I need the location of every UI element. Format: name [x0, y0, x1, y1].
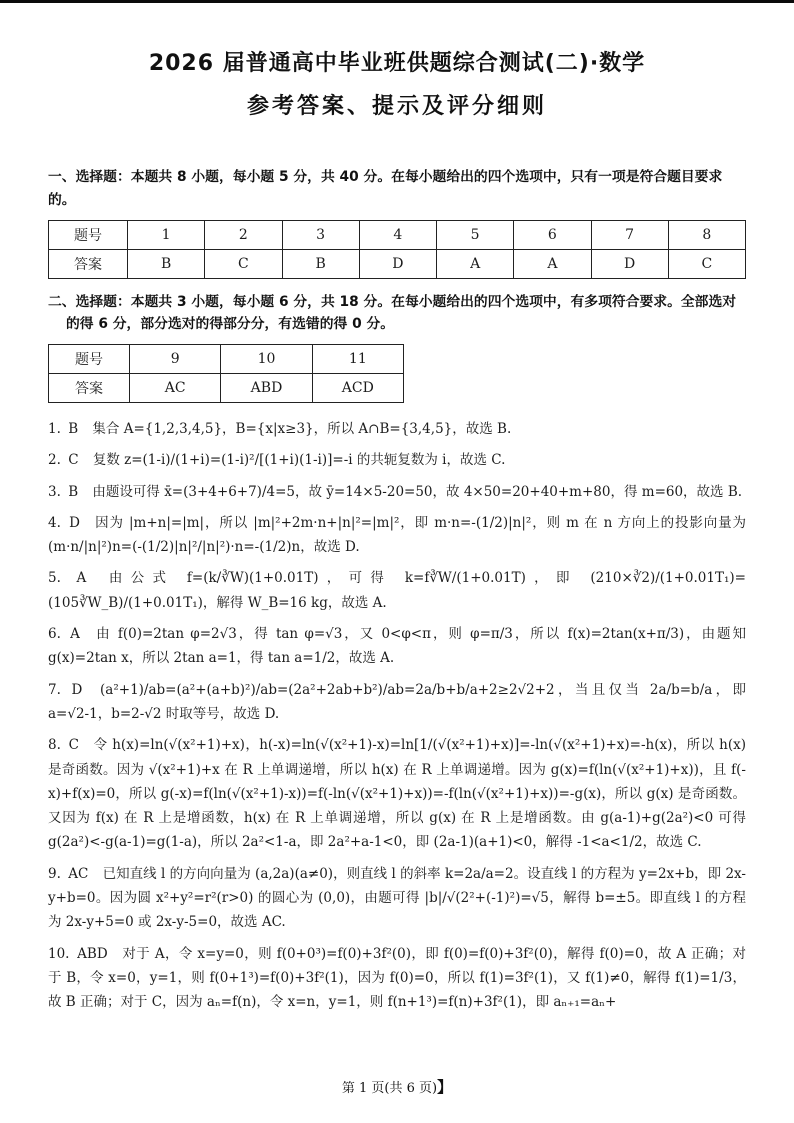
solution-answer: ABD: [77, 945, 108, 962]
qnum-cell: 6: [514, 220, 591, 249]
table-row-answers: [49, 374, 404, 403]
solution-answer: D: [69, 514, 80, 531]
solution-text: 令 h(x)=ln(√(x²+1)+x)，h(-x)=ln(√(x²+1)-x)=ln[1/(√(x²+1)+x)]=-ln(√(x²+1)+x)=-h(x)，所以 h(x) 是奇函数。因为 √(x²+1)+x 在 R 上单调递增，所以 h(x) 在 R 上单调递增。因为 g(x)=f(ln(√(x²+1)+x))，且 f(-x)+f(x)=0，所以 g(-x)=f(ln(√(x²+1)-x))=f(-ln(√(x²+1)+x))=-f(ln(√(x²+1)+x))=-g(x)，所以 g(x) 是奇函数。又因为 f(x) 在 R 上是增函数，h(x) 在 R 上单调递增，所以 g(x) 在 R 上是增函数。由 g(a-1)+g(2a²)<0 可得 g(2a²)<-g(a-1)=g(1-a)，所以 2a²<1-a，即 2a²+a-1<0，即 (2a-1)(a+1)<0，解得 -1<a<1/2，故选 C.: [48, 737, 747, 851]
answer-header-cell: 答案: [49, 374, 130, 403]
solution-text: 由 f(0)=2tan φ=2√3，得 tan φ=√3，又 0<φ<π，则 φ=π/3，所以 f(x)=2tan(x+π/3)，由题知 g(x)=2tan x，所以 2tan a=1，得 tan a=1/2，故选 A.: [48, 626, 746, 667]
solution-text: 由公式 f=(k/∛W)(1+0.01T)，可得 k=f∛W/(1+0.01T)，即 (210×∛2)/(1+0.01T₁)=(105∛W_B)/(1+0.01T₁)，解得 W_B=16 kg，故选 A.: [48, 570, 746, 611]
answer-cell: ABD: [221, 374, 312, 403]
solution-text: 因为 |m+n|=|m|，所以 |m|²+2m·n+|n|²=|m|²，即 m·n=-(1/2)|n|²，则 m 在 n 方向上的投影向量为 (m·n/|n|²)n=(-(1/2)|n|²/|n|²)·n=-(1/2)n，故选 D.: [48, 514, 746, 556]
solution-item: [48, 566, 746, 615]
answer-cell: C: [668, 249, 745, 278]
answer-cell: AC: [130, 374, 221, 403]
section-one-intro: 一、选择题：本题共 8 小题，每小题 5 分，共 40 分。在每小题给出的四个选项中，只有一项是符合题目要求的。: [48, 169, 723, 208]
solution-number: 8.: [48, 737, 61, 754]
answer-table-one: [48, 220, 746, 279]
solution-number: 9.: [48, 865, 61, 882]
solution-item: [48, 448, 746, 472]
solution-text: 集合 A={1,2,3,4,5}，B={x|x≥3}，所以 A∩B={3,4,5}，故选 B.: [92, 421, 512, 437]
answer-table-two: [48, 344, 404, 403]
solution-item: [48, 511, 746, 560]
solution-text: 由题设可得 x̄=(3+4+6+7)/4=5，故 ȳ=14×5-20=50，故 4×50=20+40+m+80，得 m=60，故选 B.: [92, 483, 743, 500]
qnum-cell: 1: [128, 220, 205, 249]
answer-cell: A: [514, 249, 591, 278]
solution-item: [48, 942, 746, 1015]
solution-number: 3.: [48, 483, 61, 500]
solution-text: 已知直线 l 的方向向量为 (a,2a)(a≠0)，则直线 l 的斜率 k=2a/a=2。设直线 l 的方程为 y=2x+b，即 2x-y+b=0。因为圆 x²+y²=r²(r>0) 的圆心为 (0,0)，由题可得 |b|/√(2²+(-1)²)=√5，解得 b=±5。即直线 l 的方程为 2x-y+5=0 或 2x-y-5=0，故选 AC.: [48, 865, 746, 931]
solution-number: 5.: [48, 570, 61, 587]
answer-cell: B: [282, 249, 359, 278]
solutions-list: [48, 413, 746, 1022]
solution-answer: C: [68, 452, 79, 469]
qnum-cell: 3: [282, 220, 359, 249]
section-two-intro: 二、选择题：本题共 3 小题，每小题 6 分，共 18 分。在每小题给出的四个选项中，有多项符合要求。全部选对的得 6 分，部分选对的得部分分，有选错的得 0 分。: [48, 293, 737, 333]
solution-answer: A: [76, 570, 87, 587]
qnum-cell: 11: [312, 345, 403, 374]
solution-item: [48, 417, 746, 441]
page-title: 2026 届普通高中毕业班供题综合测试(二)·数学: [148, 51, 646, 76]
solution-item: [48, 480, 746, 504]
qnum-cell: 10: [221, 345, 312, 374]
solution-answer: A: [70, 626, 80, 643]
solution-answer: C: [68, 737, 79, 754]
solution-answer: AC: [68, 865, 89, 882]
answer-cell: ACD: [312, 374, 403, 403]
page-footer: [48, 1058, 746, 1097]
solution-number: 4.: [48, 514, 61, 531]
solution-text: 对于 A，令 x=y=0，则 f(0+0³)=f(0)+3f²(0)，即 f(0)=f(0)+3f²(0)，解得 f(0)=0，故 A 正确；对于 B，令 x=0，y=1，则 f(0+1³)=f(0)+3f²(1)，因为 f(0)=0，所以 f(1)=3f²(1)，又 f(1)≠0，解得 f(1)=1/3，故 B 正确；对于 C，因为 aₙ=f(n)，令 x=n，y=1，则 f(n+1³)=f(n)+3f²(1)，即 aₙ₊₁=aₙ+: [48, 945, 746, 1011]
solution-text: (a²+1)/ab=(a²+(a+b)²)/ab=(2a²+2ab+b²)/ab=2a/b+b/a+2≥2√2+2，当且仅当 2a/b=b/a，即 a=√2-1，b=2-√2 时取等号，故选 D.: [48, 681, 747, 722]
solution-item: [48, 862, 746, 935]
answer-cell: D: [591, 249, 668, 278]
qnum-cell: 7: [591, 220, 668, 249]
qnum-cell: 4: [359, 220, 436, 249]
answer-cell: D: [359, 249, 436, 278]
answer-cell: B: [128, 249, 205, 278]
solution-number: 7.: [48, 681, 61, 698]
page-number: 第 1 页(共 6 页): [341, 1081, 438, 1096]
solution-answer: D: [71, 681, 83, 698]
answer-cell: C: [205, 249, 282, 278]
table-row-question-numbers: [49, 345, 404, 374]
solution-text: 复数 z=(1-i)/(1+i)=(1-i)²/[(1+i)(1-i)]=-i 的共轭复数为 i，故选 C.: [92, 452, 506, 469]
page-subtitle: 参考答案、提示及评分细则: [246, 94, 547, 119]
solution-item: [48, 678, 746, 727]
qnum-cell: 9: [130, 345, 221, 374]
solution-answer: B: [68, 421, 79, 437]
qnum-cell: 8: [668, 220, 745, 249]
solution-number: 1.: [48, 421, 61, 437]
solution-answer: B: [68, 483, 79, 500]
qnum-cell: 2: [205, 220, 282, 249]
table-row-question-numbers: [49, 220, 746, 249]
solution-item: [48, 733, 746, 854]
qnum-header-cell: 题号: [49, 220, 128, 249]
solution-number: 6.: [48, 626, 61, 643]
solution-item: [48, 622, 746, 671]
table-row-answers: [49, 249, 746, 278]
answer-header-cell: 答案: [49, 249, 128, 278]
solution-number: 10.: [48, 945, 70, 962]
qnum-header-cell: 题号: [49, 345, 130, 374]
scan-artifact-top-edge: [0, 0, 794, 3]
answer-cell: A: [437, 249, 514, 278]
qnum-cell: 5: [437, 220, 514, 249]
scan-artifact-mark: 】: [437, 1078, 453, 1096]
solution-number: 2.: [48, 452, 61, 469]
